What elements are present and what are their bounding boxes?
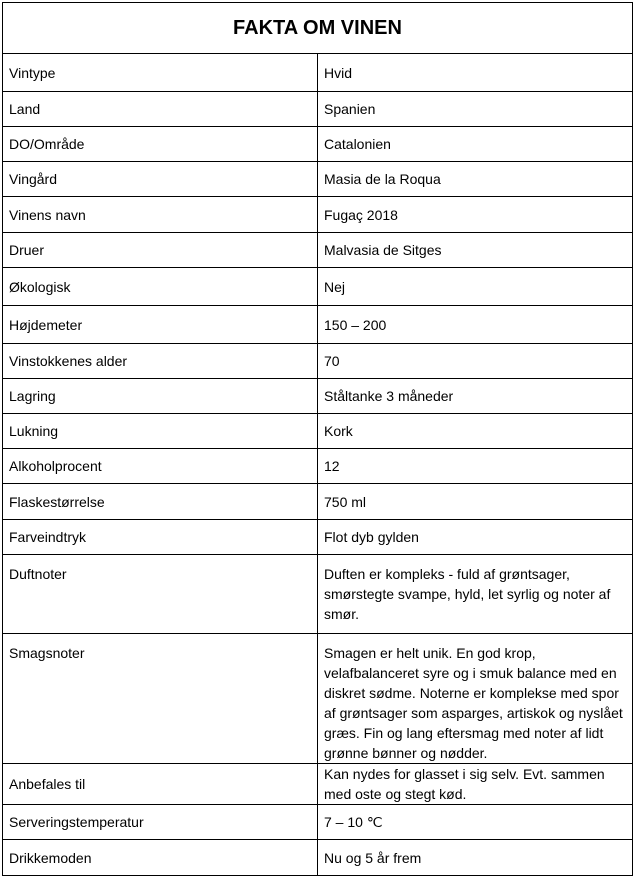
row-value: 7 – 10 ℃ <box>318 805 633 840</box>
row-label: Farveindtryk <box>3 520 318 555</box>
row-label: Serveringstemperatur <box>3 805 318 840</box>
row-value: Ståltanke 3 måneder <box>318 379 633 414</box>
row-value: Nej <box>318 268 633 306</box>
wine-facts-table <box>2 2 633 876</box>
row-label: Land <box>3 92 318 127</box>
table-row <box>3 764 633 805</box>
row-value: Smagen er helt unik. En god krop, velafbalanceret syre og i smuk balance med en diskret sødme. Noterne er komplekse med spor af grøntsager som asparges, artiskok og nyslået græs. Fin og lang eftersmag med noter af lidt grønne bønner og nødder. <box>318 634 633 764</box>
row-label: Anbefales til <box>3 764 318 805</box>
row-label: Højdemeter <box>3 306 318 344</box>
row-value: Flot dyb gylden <box>318 520 633 555</box>
table-row <box>3 414 633 449</box>
row-value: Hvid <box>318 54 633 92</box>
row-label: Lukning <box>3 414 318 449</box>
row-label: Vinstokkenes alder <box>3 344 318 379</box>
row-label: Smagsnoter <box>3 634 318 764</box>
row-label: Drikkemoden <box>3 840 318 876</box>
table-row <box>3 197 633 233</box>
row-label: Vingård <box>3 162 318 197</box>
row-label: Lagring <box>3 379 318 414</box>
table-row <box>3 449 633 484</box>
table-row <box>3 162 633 197</box>
table-title: FAKTA OM VINEN <box>3 3 633 54</box>
table-row <box>3 233 633 268</box>
row-label: Duftnoter <box>3 555 318 634</box>
row-label: Alkoholprocent <box>3 449 318 484</box>
row-value: 70 <box>318 344 633 379</box>
row-value: Catalonien <box>318 127 633 162</box>
row-value: Kan nydes for glasset i sig selv. Evt. sammen med oste og stegt kød. <box>318 764 633 805</box>
row-label: Flaskestørrelse <box>3 484 318 520</box>
row-label: Økologisk <box>3 268 318 306</box>
title-row <box>3 3 633 54</box>
table-row <box>3 344 633 379</box>
table-row <box>3 805 633 840</box>
table-row <box>3 555 633 634</box>
row-label: DO/Område <box>3 127 318 162</box>
table-row <box>3 520 633 555</box>
table-row <box>3 379 633 414</box>
row-value: 12 <box>318 449 633 484</box>
row-value: Malvasia de Sitges <box>318 233 633 268</box>
row-label: Vinens navn <box>3 197 318 233</box>
row-value: Nu og 5 år frem <box>318 840 633 876</box>
table-row <box>3 840 633 876</box>
row-value: Spanien <box>318 92 633 127</box>
table-row <box>3 634 633 764</box>
row-value: Masia de la Roqua <box>318 162 633 197</box>
row-value: Fugaç 2018 <box>318 197 633 233</box>
table-row <box>3 268 633 306</box>
table-row <box>3 484 633 520</box>
table-row <box>3 54 633 92</box>
row-value: Kork <box>318 414 633 449</box>
row-label: Vintype <box>3 54 318 92</box>
row-value: 150 – 200 <box>318 306 633 344</box>
row-value: Duften er kompleks - fuld af grøntsager, smørstegte svampe, hyld, let syrlig og noter af smør. <box>318 555 633 634</box>
row-label: Druer <box>3 233 318 268</box>
row-value: 750 ml <box>318 484 633 520</box>
table-row <box>3 306 633 344</box>
table-row <box>3 92 633 127</box>
table-row <box>3 127 633 162</box>
